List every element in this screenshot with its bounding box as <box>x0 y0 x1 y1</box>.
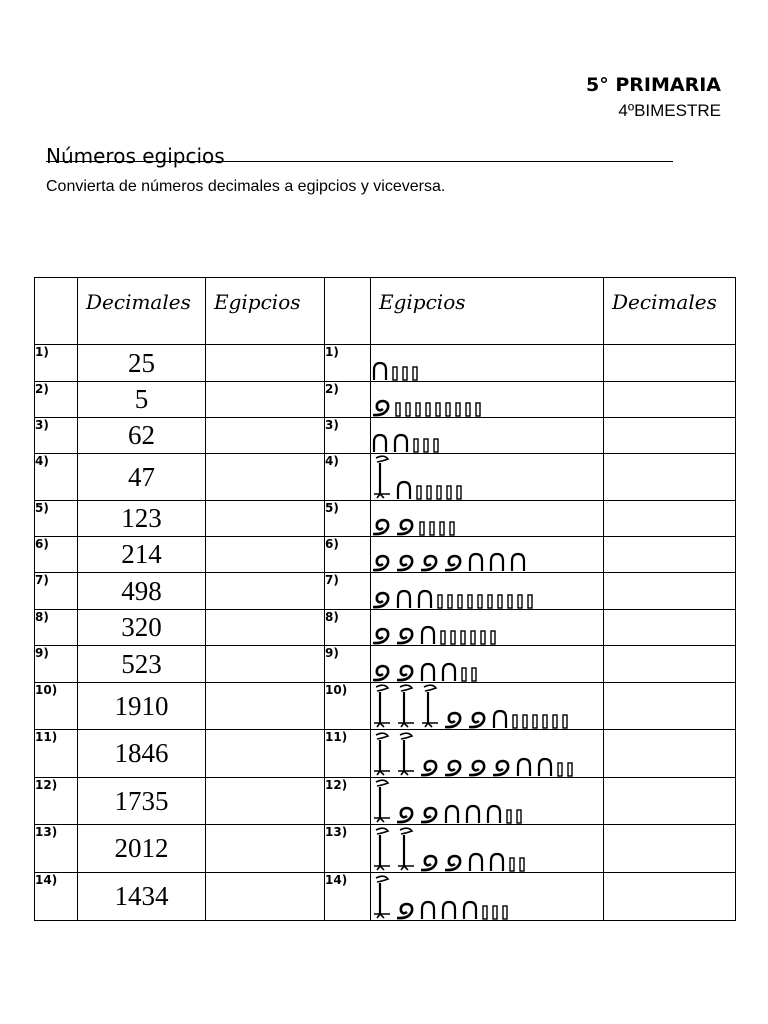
row-number-right: 10) <box>325 683 371 730</box>
decimal-value: 5 <box>78 382 206 418</box>
stroke-glyph-icon <box>405 402 411 417</box>
decimal-value: 320 <box>78 610 206 646</box>
decimal-value: 523 <box>78 646 206 683</box>
stroke-glyph-icon <box>412 366 418 381</box>
grade-label: 5° PRIMARIA <box>586 74 721 96</box>
row-number-right: 5) <box>325 501 371 537</box>
egyptian-glyphs <box>371 683 604 730</box>
heel-glyph-icon <box>371 361 389 381</box>
egyptian-answer-cell[interactable] <box>206 345 325 382</box>
stroke-glyph-icon <box>392 366 398 381</box>
row-number-right: 2) <box>325 382 371 418</box>
stroke-glyph-icon <box>527 594 533 609</box>
decimal-value: 1735 <box>78 778 206 825</box>
row-number-left: 8) <box>35 610 78 646</box>
egyptian-answer-cell[interactable] <box>206 683 325 730</box>
table-row <box>35 825 736 873</box>
heel-glyph-icon <box>536 757 554 777</box>
egyptian-glyphs <box>371 825 604 873</box>
coil-glyph-icon <box>419 554 441 572</box>
coil-glyph-icon <box>395 806 417 824</box>
decimal-answer-cell[interactable] <box>604 778 736 825</box>
lotus-glyph-icon <box>395 731 417 777</box>
heel-glyph-icon <box>509 552 527 572</box>
conversion-table <box>34 277 736 921</box>
egyptian-answer-cell[interactable] <box>206 537 325 573</box>
row-number-left: 10) <box>35 683 78 730</box>
table-row <box>35 778 736 825</box>
heel-glyph-icon <box>440 900 458 920</box>
stroke-glyph-icon <box>522 714 528 729</box>
heel-glyph-icon <box>419 625 437 645</box>
decimal-value: 62 <box>78 418 206 454</box>
stroke-glyph-icon <box>532 714 538 729</box>
row-number-right: 11) <box>325 730 371 778</box>
egyptian-answer-cell[interactable] <box>206 730 325 778</box>
coil-glyph-icon <box>371 627 393 645</box>
egyptian-answer-cell[interactable] <box>206 573 325 610</box>
decimal-value: 47 <box>78 454 206 501</box>
coil-glyph-icon <box>467 759 489 777</box>
decimal-answer-cell[interactable] <box>604 345 736 382</box>
row-number-left: 7) <box>35 573 78 610</box>
stroke-glyph-icon <box>506 809 512 824</box>
coil-glyph-icon <box>467 711 489 729</box>
egyptian-answer-cell[interactable] <box>206 454 325 501</box>
coil-glyph-icon <box>371 554 393 572</box>
heel-glyph-icon <box>485 804 503 824</box>
stroke-glyph-icon <box>567 762 573 777</box>
lotus-glyph-icon <box>395 683 417 729</box>
row-number-right: 4) <box>325 454 371 501</box>
heel-glyph-icon <box>467 852 485 872</box>
stroke-glyph-icon <box>470 630 476 645</box>
stroke-glyph-icon <box>416 485 422 500</box>
egyptian-answer-cell[interactable] <box>206 382 325 418</box>
stroke-glyph-icon <box>447 594 453 609</box>
stroke-glyph-icon <box>450 630 456 645</box>
egyptian-glyphs <box>371 778 604 825</box>
table-row <box>35 610 736 646</box>
stroke-glyph-icon <box>460 630 466 645</box>
row-number-left: 14) <box>35 873 78 921</box>
stroke-glyph-icon <box>490 630 496 645</box>
row-number-right: 1) <box>325 345 371 382</box>
egyptian-glyphs <box>371 454 604 501</box>
stroke-glyph-icon <box>497 594 503 609</box>
heel-glyph-icon <box>395 589 413 609</box>
coil-glyph-icon <box>395 554 417 572</box>
header-number-left <box>35 278 78 345</box>
egyptian-glyphs <box>371 345 604 382</box>
stroke-glyph-icon <box>477 594 483 609</box>
header-egyptian-right: Egipcios <box>371 278 604 345</box>
lotus-glyph-icon <box>371 454 393 500</box>
term-label: 4ºBIMESTRE <box>618 101 721 120</box>
row-number-left: 2) <box>35 382 78 418</box>
egyptian-answer-cell[interactable] <box>206 610 325 646</box>
stroke-glyph-icon <box>436 485 442 500</box>
stroke-glyph-icon <box>425 402 431 417</box>
decimal-answer-cell[interactable] <box>604 683 736 730</box>
stroke-glyph-icon <box>552 714 558 729</box>
header-egyptian-left: Egipcios <box>206 278 325 345</box>
stroke-glyph-icon <box>482 905 488 920</box>
decimal-value: 498 <box>78 573 206 610</box>
heel-glyph-icon <box>515 757 533 777</box>
stroke-glyph-icon <box>439 521 445 536</box>
decimal-value: 214 <box>78 537 206 573</box>
decimal-value: 123 <box>78 501 206 537</box>
table-row <box>35 418 736 454</box>
stroke-glyph-icon <box>517 594 523 609</box>
heel-glyph-icon <box>467 552 485 572</box>
stroke-glyph-icon <box>461 667 467 682</box>
heel-glyph-icon <box>371 433 389 453</box>
stroke-glyph-icon <box>402 366 408 381</box>
stroke-glyph-icon <box>446 485 452 500</box>
stroke-glyph-icon <box>492 905 498 920</box>
egyptian-glyphs <box>371 501 604 537</box>
stroke-glyph-icon <box>467 594 473 609</box>
stroke-glyph-icon <box>433 438 439 453</box>
coil-glyph-icon <box>443 554 465 572</box>
table-row <box>35 873 736 921</box>
coil-glyph-icon <box>371 591 393 609</box>
egyptian-answer-cell[interactable] <box>206 778 325 825</box>
egyptian-answer-cell[interactable] <box>206 873 325 921</box>
egyptian-glyphs <box>371 873 604 921</box>
row-number-left: 3) <box>35 418 78 454</box>
heel-glyph-icon <box>488 852 506 872</box>
egyptian-answer-cell[interactable] <box>206 418 325 454</box>
egyptian-answer-cell[interactable] <box>206 825 325 873</box>
row-number-left: 6) <box>35 537 78 573</box>
table-row <box>35 345 736 382</box>
stroke-glyph-icon <box>487 594 493 609</box>
table-row <box>35 646 736 683</box>
stroke-glyph-icon <box>562 714 568 729</box>
stroke-glyph-icon <box>542 714 548 729</box>
coil-glyph-icon <box>395 902 417 920</box>
lotus-glyph-icon <box>395 826 417 872</box>
stroke-glyph-icon <box>449 521 455 536</box>
row-number-right: 9) <box>325 646 371 683</box>
coil-glyph-icon <box>443 854 465 872</box>
stroke-glyph-icon <box>465 402 471 417</box>
table-row <box>35 382 736 418</box>
egyptian-glyphs <box>371 610 604 646</box>
title-divider <box>46 161 673 162</box>
stroke-glyph-icon <box>440 630 446 645</box>
heel-glyph-icon <box>464 804 482 824</box>
coil-glyph-icon <box>419 806 441 824</box>
heel-glyph-icon <box>419 662 437 682</box>
row-number-right: 3) <box>325 418 371 454</box>
lotus-glyph-icon <box>371 826 393 872</box>
decimal-answer-cell[interactable] <box>604 573 736 610</box>
stroke-glyph-icon <box>471 667 477 682</box>
stroke-glyph-icon <box>457 594 463 609</box>
coil-glyph-icon <box>419 854 441 872</box>
egyptian-glyphs <box>371 730 604 778</box>
heel-glyph-icon <box>395 480 413 500</box>
stroke-glyph-icon <box>507 594 513 609</box>
stroke-glyph-icon <box>502 905 508 920</box>
stroke-glyph-icon <box>437 594 443 609</box>
stroke-glyph-icon <box>423 438 429 453</box>
lotus-glyph-icon <box>371 778 393 824</box>
egyptian-glyphs <box>371 573 604 610</box>
row-number-left: 1) <box>35 345 78 382</box>
egyptian-glyphs <box>371 418 604 454</box>
coil-glyph-icon <box>371 399 393 417</box>
decimal-value: 2012 <box>78 825 206 873</box>
stroke-glyph-icon <box>480 630 486 645</box>
lotus-glyph-icon <box>371 683 393 729</box>
stroke-glyph-icon <box>512 714 518 729</box>
coil-glyph-icon <box>419 759 441 777</box>
stroke-glyph-icon <box>426 485 432 500</box>
decimal-value: 25 <box>78 345 206 382</box>
table-row <box>35 730 736 778</box>
heel-glyph-icon <box>440 662 458 682</box>
heel-glyph-icon <box>392 433 410 453</box>
heel-glyph-icon <box>443 804 461 824</box>
row-number-right: 6) <box>325 537 371 573</box>
coil-glyph-icon <box>491 759 513 777</box>
decimal-value: 1434 <box>78 873 206 921</box>
coil-glyph-icon <box>395 664 417 682</box>
decimal-value: 1846 <box>78 730 206 778</box>
row-number-right: 12) <box>325 778 371 825</box>
row-number-left: 5) <box>35 501 78 537</box>
heel-glyph-icon <box>488 552 506 572</box>
row-number-left: 9) <box>35 646 78 683</box>
stroke-glyph-icon <box>445 402 451 417</box>
coil-glyph-icon <box>443 711 465 729</box>
decimal-answer-cell[interactable] <box>604 610 736 646</box>
row-number-left: 11) <box>35 730 78 778</box>
stroke-glyph-icon <box>435 402 441 417</box>
stroke-glyph-icon <box>557 762 563 777</box>
stroke-glyph-icon <box>516 809 522 824</box>
header-decimal-right: Decimales <box>604 278 736 345</box>
lotus-glyph-icon <box>419 683 441 729</box>
stroke-glyph-icon <box>419 521 425 536</box>
decimal-answer-cell[interactable] <box>604 418 736 454</box>
stroke-glyph-icon <box>413 438 419 453</box>
coil-glyph-icon <box>371 518 393 536</box>
table-row <box>35 573 736 610</box>
page-title: Números egipcios <box>46 144 225 169</box>
header-number-right <box>325 278 371 345</box>
heel-glyph-icon <box>419 900 437 920</box>
egyptian-answer-cell[interactable] <box>206 501 325 537</box>
decimal-answer-cell[interactable] <box>604 454 736 501</box>
row-number-left: 4) <box>35 454 78 501</box>
decimal-answer-cell[interactable] <box>604 501 736 537</box>
decimal-answer-cell[interactable] <box>604 730 736 778</box>
decimal-answer-cell[interactable] <box>604 382 736 418</box>
coil-glyph-icon <box>443 759 465 777</box>
egyptian-glyphs <box>371 382 604 418</box>
header-decimal-left: Decimales <box>78 278 206 345</box>
decimal-answer-cell[interactable] <box>604 646 736 683</box>
row-number-right: 14) <box>325 873 371 921</box>
stroke-glyph-icon <box>475 402 481 417</box>
table-row <box>35 501 736 537</box>
coil-glyph-icon <box>371 664 393 682</box>
stroke-glyph-icon <box>429 521 435 536</box>
stroke-glyph-icon <box>456 485 462 500</box>
decimal-answer-cell[interactable] <box>604 825 736 873</box>
stroke-glyph-icon <box>455 402 461 417</box>
row-number-right: 7) <box>325 573 371 610</box>
table-row <box>35 683 736 730</box>
lotus-glyph-icon <box>371 731 393 777</box>
coil-glyph-icon <box>395 627 417 645</box>
stroke-glyph-icon <box>415 402 421 417</box>
egyptian-answer-cell[interactable] <box>206 646 325 683</box>
lotus-glyph-icon <box>371 874 393 920</box>
decimal-answer-cell[interactable] <box>604 873 736 921</box>
heel-glyph-icon <box>461 900 479 920</box>
row-number-right: 8) <box>325 610 371 646</box>
stroke-glyph-icon <box>395 402 401 417</box>
stroke-glyph-icon <box>519 857 525 872</box>
heel-glyph-icon <box>491 709 509 729</box>
egyptian-glyphs <box>371 537 604 573</box>
row-number-left: 13) <box>35 825 78 873</box>
decimal-value: 1910 <box>78 683 206 730</box>
instructions-text: Convierta de números decimales a egipcios y viceversa. <box>46 178 446 195</box>
egyptian-glyphs <box>371 646 604 683</box>
row-number-left: 12) <box>35 778 78 825</box>
table-row <box>35 454 736 501</box>
stroke-glyph-icon <box>509 857 515 872</box>
table-row <box>35 537 736 573</box>
table-header-row <box>35 278 736 345</box>
decimal-answer-cell[interactable] <box>604 537 736 573</box>
coil-glyph-icon <box>395 518 417 536</box>
heel-glyph-icon <box>416 589 434 609</box>
row-number-right: 13) <box>325 825 371 873</box>
